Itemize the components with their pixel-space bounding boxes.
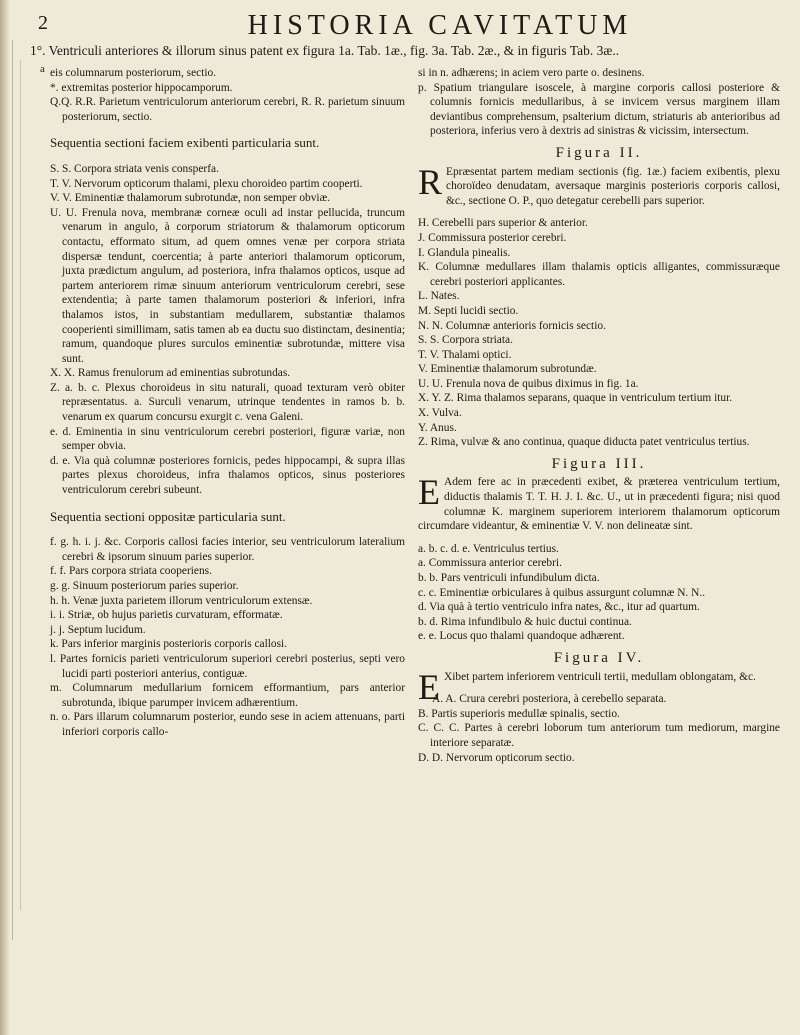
legend-entry: k. Pars inferior marginis posterioris corporis callosi. — [50, 638, 288, 651]
paragraph-text: Xibet partem inferiorem ventriculi tertii, medullam oblongatam, &c. — [444, 670, 756, 683]
spacer — [50, 124, 405, 132]
legend-entry: V. Eminentiæ thalamorum subrotundæ. — [418, 363, 597, 376]
legend-entry: T. V. Thalami optici. — [418, 348, 512, 361]
paragraph-text: Adem fere ac in præcedenti exibet, & præterea ventriculum tertium, diductis thalamis T. T. H. J. I. &c. U., ut in præcedenti figura; nisi quod columnæ K. marginem superiorem interiorem thalamorum opticorum circumdare videantur, & eminentiæ V. V. non delineatæ sint. — [418, 476, 780, 533]
legend-entry: f. f. Pars corpora striata cooperiens. — [50, 565, 212, 578]
page-header — [0, 10, 800, 40]
legend-entry: a. b. c. d. e. Ventriculus tertius. — [418, 542, 559, 555]
spacer — [418, 208, 780, 216]
legend-entry: l. Partes fornicis parieti ventriculorum superiori cerebri posterius, septi vero lucidi parti posteriori anterius, contiguæ. — [50, 652, 405, 680]
running-title: HISTORIA CAVITATUM — [247, 10, 633, 41]
legend-entry: X. Vulva. — [418, 407, 462, 420]
paragraph: si in n. adhærens; in aciem vero parte o. desinens. — [418, 67, 645, 79]
right-column — [418, 66, 780, 765]
legend-entry: M. Septi lucidi sectio. — [418, 304, 519, 317]
legend-entry: d. e. Via quà columnæ posteriores fornicis, pedes hippocampi, & supra illas partes plexus choroideus, infra thalamos opticos, sinus posteriores ventriculorum cerebri subeunt. — [50, 454, 405, 497]
legend-entry: S. S. Corpora striata venis consperfa. — [50, 162, 219, 175]
figure-heading: Figura IV. — [553, 649, 645, 666]
legend-entry: e. e. Locus quo thalami quandoque adhærent. — [418, 630, 625, 643]
spacer — [418, 534, 780, 542]
page-number: 2 — [38, 12, 48, 34]
legend-entry: V. V. Eminentiæ thalamorum subrotundæ, non semper obviæ. — [50, 192, 331, 205]
legend-entry: T. V. Nervorum opticorum thalami, plexu choroideo partim cooperti. — [50, 177, 363, 190]
legend-entry: A. A. Crura cerebri posteriora, à cerebello separata. — [432, 693, 667, 706]
legend-entry: *. extremitas posterior hippocamporum. — [50, 81, 233, 94]
legend-entry: X. X. Ramus frenulorum ad eminentias subrotundas. — [50, 367, 291, 380]
legend-entry: h. h. Venæ juxta parietem illorum ventriculorum extensæ. — [50, 594, 313, 607]
legend-entry: C. C. C. Partes à cerebri loborum tum anteriorum tum mediorum, margine interiore separatæ. — [418, 722, 780, 749]
section-heading: Sequentia sectioni faciem exibenti particularia sunt. — [50, 135, 320, 151]
legend-entry: J. Commissura posterior cerebri. — [418, 231, 567, 244]
page-edge-line — [20, 60, 21, 910]
legend-entry: N. N. Columnæ anterioris fornicis sectio. — [418, 319, 606, 332]
intro-paragraph: 1°. Ventriculi anteriores & illorum sinus patent ex figura 1a. Tab. 1æ., fig. 3a. Tab. 2æ., & in figuris Tab. 3æ.. — [30, 43, 620, 58]
figure-description — [418, 161, 780, 209]
legend-entry: K. Columnæ medullares illam thalamis opticis alligantes, commissuræque cerebri posteriori applicantes. — [418, 261, 780, 288]
figure-description — [418, 472, 780, 533]
legend-entry: p. Spatium triangulare isoscele, à margine corporis callosi posteriore & columnis fornicis medullaribus, à se invicem versus marginem illam deviantibus comprehensum, psalterium dictum, striaturis ab anterioribus ad posteriora, inferius vero à dextris ad sinistras & vicissim, intersectum. — [418, 81, 780, 138]
drop-cap: E — [418, 666, 440, 707]
legend-entry: e. d. Eminentia in sinu ventriculorum cerebri posteriori, figuræ variæ, non semper obvia. — [50, 425, 405, 453]
drop-cap: R — [418, 161, 443, 202]
legend-entry: c. c. Eminentiæ orbiculares à quibus assurgunt columnæ N. N.. — [418, 586, 706, 599]
page-edge-shadow — [0, 0, 10, 1035]
legend-entry: D. D. Nervorum opticorum sectio. — [418, 751, 575, 764]
legend-entry: j. j. Septum lucidum. — [50, 623, 146, 636]
section-heading: Sequentia sectioni oppositæ particularia sunt. — [50, 508, 286, 524]
legend-entry: b. d. Rima infundibulo & huic ductui continua. — [418, 615, 632, 628]
legend-entry: i. i. Striæ, ob hujus parietis curvaturam, efformatæ. — [50, 609, 283, 622]
left-column — [50, 66, 405, 740]
legend-entry: f. g. h. i. j. &c. Corporis callosi facies interior, seu ventriculorum lateralium cerebri & ipsorum sinuum paries superior. — [50, 536, 405, 563]
legend-entry: Z. a. b. c. Plexus choroideus in situ naturali, quoad texturam verò obiter repræsentatus. a. Surculi venarum, utrinque tendentes in ramos b. b. venarum ex quarum concursu exurgit c. vena Galeni. — [50, 381, 405, 424]
legend-entry: B. Partis superioris medullæ spinalis, sectio. — [418, 707, 620, 720]
spacer — [50, 527, 405, 535]
paragraph-text: Epræsentat partem mediam sectionis (fig. 1æ.) faciem exibentis, plexu choroïdeo denudatam, aversaque marginis posterioris corporis callosi, &c., sectione O. P., quo detegatur cerebelli pars superior. — [446, 165, 780, 207]
legend-entry: g. g. Sinuum posteriorum paries superior. — [50, 580, 239, 592]
legend-entry: I. Glandula pinealis. — [418, 246, 511, 259]
legend-entry: X. Y. Z. Rima thalamos separans, quaque in ventriculum tertium itur. — [418, 392, 733, 405]
legend-entry: Z. Rima, vulvæ & ano continua, quaque diducta patet ventriculus tertius. — [418, 436, 750, 449]
legend-entry: d. Via quà à tertio ventriculo infra nates, &c., itur ad quartum. — [418, 601, 700, 614]
legend-entry: n. o. Pars illarum columnarum posterior, eundo sese in aciem attenuans, parti inferiori corporis callo- — [50, 711, 405, 738]
spacer — [50, 154, 405, 162]
figure-heading: Figura II. — [555, 144, 643, 161]
legend-entry: L. Nates. — [418, 290, 460, 303]
spacer — [418, 684, 780, 692]
drop-cap: E — [418, 472, 440, 513]
legend-entry: Y. Anus. — [418, 421, 457, 434]
legend-entry: Q.Q. R.R. Parietum ventriculorum anteriorum cerebri, R. R. parietum sinuum posteriorum, sectio. — [50, 96, 405, 123]
margin-letter: a — [40, 63, 45, 75]
legend-entry: m. Columnarum medullarium fornicem efformantium, pars anterior subrotunda, ibique parumper invicem adhærentium. — [50, 682, 405, 709]
page-edge-line — [12, 40, 13, 940]
legend-entry: H. Cerebelli pars superior & anterior. — [418, 217, 588, 230]
legend-entry: a. Commissura anterior cerebri. — [418, 557, 562, 570]
legend-entry: S. S. Corpora striata. — [418, 334, 513, 347]
legend-entry: eis columnarum posteriorum, sectio. — [50, 67, 217, 79]
legend-entry: U. U. Frenula nova, membranæ corneæ oculi ad instar pellucida, truncum venarum in angulo, à corporum striatorum & thalamorum opticorum contactu, efformato situm, ad quem omnes venæ per corpora striata dispersæ tendunt, coercentia; à parte anteriori thalamorum opticorum, juxta prædictum angulum, ad posteriora, infra thalamos opticos, usque ad partem anteriorem rimæ sinuum anteriorum ventriculorum cerebri, sese extendentia; à parte tamen thalamorum posteriori & inferiori, infra thalamos istos, in substantiam medullarem, substantiæ thalamos cooperienti simillimam, satis tamen ab ea ductu suo distinctam, desinentia; ramum, quandoque plures surculos eminentiæ subrotundæ, mittere visa sunt. — [50, 206, 405, 365]
spacer — [50, 498, 405, 506]
legend-entry: U. U. Frenula nova de quibus diximus in fig. 1a. — [418, 377, 639, 390]
figure-heading: Figura III. — [551, 455, 647, 472]
legend-entry: b. b. Pars ventriculi infundibulum dicta. — [418, 572, 600, 584]
